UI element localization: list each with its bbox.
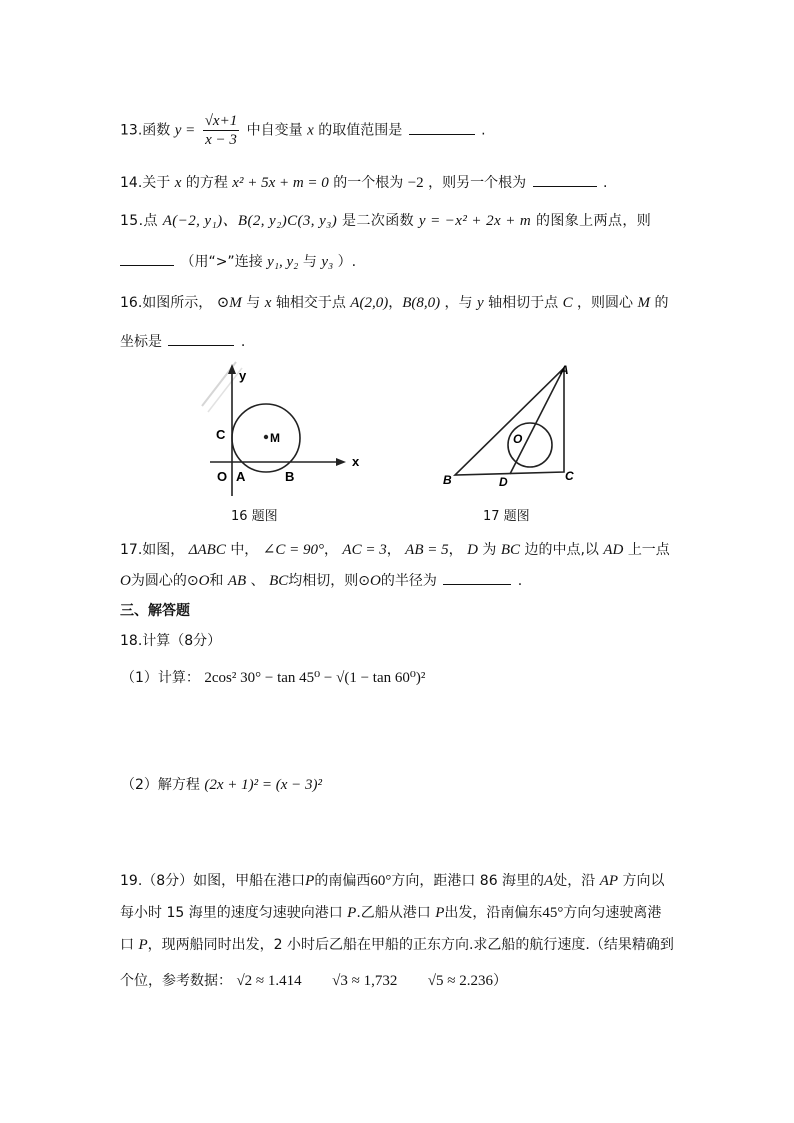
q17-comma-3: ， bbox=[448, 542, 463, 558]
q19-l1e: 方向以 bbox=[622, 873, 665, 889]
q17-ad: AD bbox=[603, 542, 624, 558]
question-19-line2 bbox=[120, 903, 661, 923]
q17-d: D bbox=[467, 542, 478, 558]
q15-line2-and: 与 bbox=[302, 254, 317, 270]
figure-17-caption: 17 题图 bbox=[483, 509, 530, 524]
q17-ab: AB = 5 bbox=[405, 542, 449, 558]
q18-title: 18.计算（8分） bbox=[120, 633, 222, 649]
q15-line2-end: ）. bbox=[337, 254, 357, 270]
label-o: O bbox=[217, 469, 228, 484]
q13-var: x bbox=[307, 122, 314, 139]
q19-p2: P bbox=[347, 905, 357, 921]
q17-end: . bbox=[517, 573, 523, 589]
q19-l2b: .乙船从港口 bbox=[356, 905, 431, 921]
q13-fraction bbox=[203, 112, 240, 149]
q15-suffix: 的图象上两点，则 bbox=[535, 213, 652, 229]
figure-17-diagram bbox=[436, 360, 586, 488]
q17-ab2: AB bbox=[227, 573, 247, 589]
q16-circle: ⊙M bbox=[216, 295, 242, 311]
q14-end: . bbox=[603, 175, 608, 191]
q19-l2a: 每小时 15 海里的速度匀速驶向港口 bbox=[120, 905, 343, 921]
q16-mid2: 轴相交于点 bbox=[275, 295, 346, 311]
q17-line2-mid2: 和 bbox=[209, 573, 224, 589]
q16-yaxis: y bbox=[477, 295, 484, 311]
label-o: O bbox=[513, 432, 523, 446]
q18-part2-label: （2）解方程 bbox=[121, 777, 200, 793]
q15-function: y = −x² + 2x + m bbox=[418, 213, 532, 229]
figure-16-diagram bbox=[196, 356, 366, 502]
q14-prefix: 14.关于 bbox=[120, 175, 171, 191]
question-19-line4 bbox=[120, 971, 507, 991]
q13-suffix2: 的取值范围是 bbox=[318, 122, 403, 139]
q19-l3a: 口 bbox=[120, 937, 134, 953]
q16-center-m: M bbox=[637, 295, 650, 311]
q19-ref1: √2 ≈ 1.414 bbox=[236, 973, 302, 989]
question-15-line2 bbox=[120, 251, 356, 272]
q15-mid: 是二次函数 bbox=[342, 213, 415, 229]
q16-end: . bbox=[240, 334, 246, 350]
q16-point-a: A(2,0) bbox=[350, 295, 389, 311]
q19-l1c: 方向，距港口 86 海里的 bbox=[391, 873, 545, 889]
q17-end1: 上一点 bbox=[627, 542, 670, 558]
label-a: A bbox=[236, 469, 246, 484]
segment-ad bbox=[510, 368, 564, 474]
question-13 bbox=[120, 112, 486, 148]
q17-bc2: BC bbox=[269, 573, 289, 589]
y-axis-arrow-icon bbox=[228, 364, 236, 374]
q16-mid4: 轴相切于点 bbox=[488, 295, 559, 311]
question-19-line3 bbox=[120, 935, 674, 955]
q17-mid2: 为 bbox=[482, 542, 497, 558]
q17-o3: O bbox=[370, 573, 381, 589]
question-15-line1 bbox=[120, 211, 651, 231]
q17-line2-suffix: 的半径为 bbox=[380, 573, 437, 589]
q17-line2-mid: 为圆心的⊙ bbox=[130, 573, 199, 589]
question-16-line2 bbox=[120, 331, 245, 352]
q16-prefix: 16.如图所示， bbox=[120, 295, 213, 311]
q15-line2-vars: y₁, y₂ bbox=[267, 254, 299, 270]
q18-part1 bbox=[121, 668, 425, 688]
q17-comma-2: ， bbox=[386, 542, 401, 558]
q14-suffix: ，则另一个根为 bbox=[428, 175, 527, 191]
q19-p4: P bbox=[138, 937, 148, 953]
q15-line2-text: （用“>”连接 bbox=[180, 254, 263, 270]
q19-a: A bbox=[544, 873, 554, 889]
q15-points: A(−2, y₁)、B(2, y₂)C(3, y₃) bbox=[162, 213, 338, 229]
q13-numerator: √x+1 bbox=[204, 113, 238, 129]
label-b: B bbox=[443, 473, 452, 487]
q14-mid2: 的一个根为 bbox=[333, 175, 404, 191]
label-m: M bbox=[270, 431, 280, 445]
label-c: C bbox=[216, 427, 226, 442]
q16-answer-blank[interactable] bbox=[168, 331, 234, 346]
q19-l1a: 19.（8分）如图，甲船在港口 bbox=[120, 873, 306, 889]
q17-prefix: 17.如图， bbox=[120, 542, 185, 558]
label-b: B bbox=[285, 469, 295, 484]
q15-prefix: 15.点 bbox=[120, 213, 158, 229]
label-c: C bbox=[565, 469, 574, 483]
q18-part1-label: （1）计算： bbox=[121, 670, 200, 686]
q13-denominator: x − 3 bbox=[205, 132, 237, 148]
q17-o: O bbox=[120, 573, 131, 589]
q13-y: y = bbox=[174, 122, 196, 139]
q16-line2: 坐标是 bbox=[120, 334, 162, 350]
label-a: A bbox=[560, 363, 569, 377]
q13-prefix: 13.函数 bbox=[120, 122, 171, 139]
x-axis-arrow-icon bbox=[336, 458, 346, 466]
label-x: x bbox=[352, 454, 360, 469]
question-14 bbox=[120, 172, 608, 193]
q17-comma: ， bbox=[323, 542, 338, 558]
q17-bc: BC bbox=[500, 542, 520, 558]
q19-l2c: 出发，沿南偏东 bbox=[444, 905, 543, 921]
q14-var: x bbox=[174, 175, 182, 191]
q19-ref3: √5 ≈ 2.236 bbox=[427, 973, 494, 989]
q16-xaxis: x bbox=[264, 295, 272, 311]
q16-point-c: C bbox=[562, 295, 573, 311]
question-17-line1 bbox=[120, 540, 670, 560]
q19-l1d: 处，沿 bbox=[553, 873, 596, 889]
q18-part2 bbox=[121, 775, 322, 795]
q17-o2: O bbox=[198, 573, 210, 589]
q19-l4-end: ） bbox=[493, 973, 508, 989]
q19-p3: P bbox=[435, 905, 445, 921]
q16-comma: ， bbox=[388, 295, 403, 311]
q15-answer-blank[interactable] bbox=[120, 251, 174, 266]
q17-suffix: 边的中点,以 bbox=[524, 542, 599, 558]
q15-line2-var3: y₃ bbox=[321, 254, 334, 270]
q17-line2-mid3: 、 bbox=[250, 573, 265, 589]
q17-line2-mid4: 均相切，则⊙ bbox=[288, 573, 371, 589]
q19-l2d: 方向匀速驶离港 bbox=[563, 905, 662, 921]
q13-suffix: 中自变量 bbox=[246, 122, 303, 139]
question-17-line2 bbox=[120, 570, 522, 591]
q19-l4a: 个位，参考数据： bbox=[120, 973, 232, 989]
label-y: y bbox=[239, 368, 247, 383]
q14-answer-blank[interactable] bbox=[533, 172, 597, 187]
q19-l3b: ，现两船同时出发，2 小时后乙船在甲船的正东方向.求乙船的航行速度.（结果精确到 bbox=[147, 937, 674, 953]
q19-ref2: √3 ≈ 1,732 bbox=[332, 973, 398, 989]
q14-equation: x² + 5x + m = 0 bbox=[232, 175, 329, 191]
q17-triangle: ΔABC bbox=[188, 542, 226, 558]
q17-answer-blank[interactable] bbox=[443, 570, 511, 585]
section-3-title: 三、解答题 bbox=[120, 603, 190, 619]
q19-deg45: 45° bbox=[542, 905, 564, 921]
q17-mid: 中， bbox=[230, 542, 259, 558]
q13-end: . bbox=[481, 122, 486, 139]
q17-angle: ∠C = 90° bbox=[262, 542, 324, 558]
center-m-dot bbox=[264, 435, 268, 439]
q19-ap: AP bbox=[599, 873, 619, 889]
q14-root: −2 bbox=[407, 175, 424, 191]
q17-ac: AC = 3 bbox=[342, 542, 387, 558]
q13-answer-blank[interactable] bbox=[409, 120, 475, 135]
q16-mid3: ，与 bbox=[444, 295, 473, 311]
figure-16-caption: 16 题图 bbox=[231, 509, 278, 524]
q19-l1b: 的南偏西 bbox=[314, 873, 371, 889]
q16-mid: 与 bbox=[246, 295, 261, 311]
question-16-line1 bbox=[120, 293, 668, 313]
q16-suffix: ，则圆心 bbox=[577, 295, 634, 311]
q16-point-b: B(8,0) bbox=[402, 295, 441, 311]
question-19-line1 bbox=[120, 871, 664, 891]
q18-part2-expr: (2x + 1)² = (x − 3)² bbox=[204, 777, 323, 793]
q14-mid: 的方程 bbox=[185, 175, 228, 191]
label-d: D bbox=[499, 475, 508, 488]
q19-deg60: 60° bbox=[370, 873, 392, 889]
q19-p1: P bbox=[305, 873, 315, 889]
q18-part1-expr: 2cos² 30° − tan 45⁰ − √(1 − tan 60⁰)² bbox=[204, 670, 426, 686]
q16-end1: 的 bbox=[654, 295, 669, 311]
